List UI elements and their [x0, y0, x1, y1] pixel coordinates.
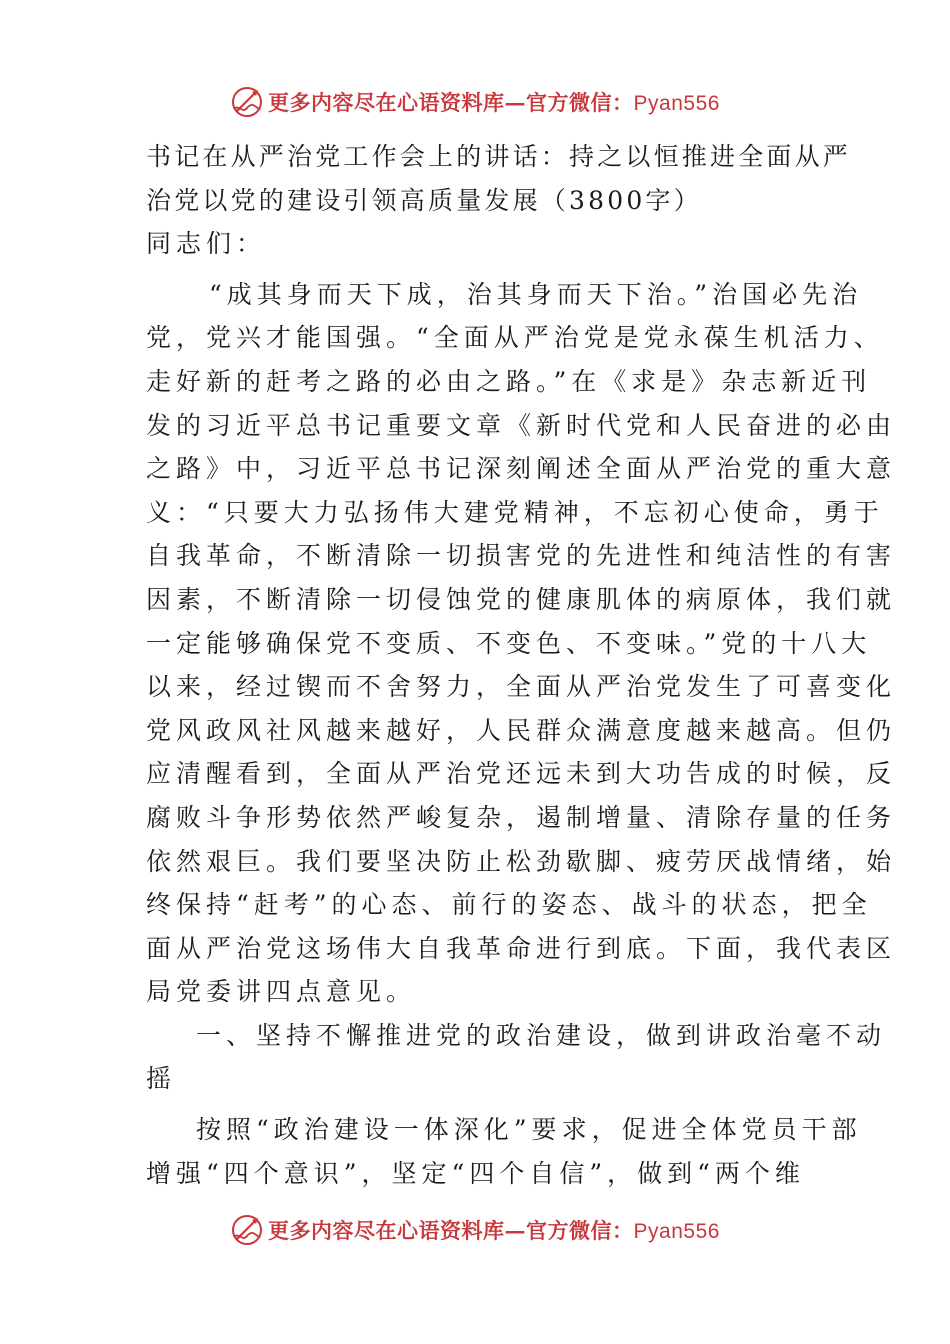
paragraph-line: 应清醒看到，全面从严治党还远未到大功告成的时候，反	[146, 759, 897, 789]
heading-line: 摇	[146, 1064, 177, 1094]
section-1-heading	[146, 1014, 887, 1101]
paragraph-line: 以来，经过锲而不舍努力，全面从严治党发生了可喜变化	[146, 672, 897, 702]
paragraph-line: 腐败斗争形势依然严峻复杂，遏制增量、清除存量的任务	[146, 802, 897, 832]
paragraph-line: 自我革命，不断清除一切损害党的先进性和纯洁性的有害	[146, 541, 897, 571]
paragraph-2	[146, 1108, 862, 1195]
paragraph-line: 义：“只要大力弘扬伟大建党精神，不忘初心使命，勇于	[146, 497, 884, 527]
paragraph-line: 走好新的赶考之路的必由之路。”在《求是》杂志新近刊	[146, 366, 872, 396]
document-body	[146, 135, 897, 1195]
paragraph-line: 局党委讲四点意见。	[146, 977, 417, 1007]
pen-signature-logo-icon	[230, 85, 264, 119]
wechat-id: Pyan556	[633, 1220, 720, 1243]
watermark-text: 更多内容尽在心语资料库—官方微信：Pyan556	[268, 90, 720, 115]
paragraph-line: 一定能够确保党不变质、不变色、不变味。”党的十八大	[146, 628, 872, 658]
paragraph-line: 增强“四个意识”，坚定“四个自信”，做到“两个维	[146, 1158, 805, 1188]
document-title-line-1: 书记在从严治党工作会上的讲话：持之以恒推进全面从严	[146, 142, 852, 171]
watermark-banner-bottom	[0, 1208, 950, 1252]
paragraph-line: 因素，不断清除一切侵蚀党的健康肌体的病原体，我们就	[146, 584, 897, 614]
heading-line: 一、坚持不懈推进党的政治建设，做到讲政治毫不动	[196, 1020, 887, 1050]
paragraph-1	[146, 273, 897, 1014]
paragraph-line: 面从严治党这场伟大自我革命进行到底。下面，我代表区	[146, 933, 897, 963]
paragraph-line: 终保持“赶考”的心态、前行的姿态、战斗的状态，把全	[146, 890, 872, 920]
paragraph-line: 依然艰巨。我们要坚决防止松劲歇脚、疲劳厌战情绪，始	[146, 846, 897, 876]
paragraph-line: 按照“政治建设一体深化”要求，促进全体党员干部	[196, 1115, 862, 1145]
paragraph-line: “成其身而天下成，治其身而天下治。”治国必先治	[209, 279, 863, 309]
wechat-id: Pyan556	[633, 92, 720, 115]
watermark-text: 更多内容尽在心语资料库—官方微信：Pyan556	[268, 1218, 720, 1243]
watermark-banner-top	[0, 80, 950, 124]
salutation: 同志们：	[146, 229, 267, 259]
pen-signature-logo-icon	[230, 1213, 264, 1247]
paragraph-line: 党，党兴才能国强。“全面从严治党是党永葆生机活力、	[146, 323, 884, 353]
document-title-line-2: 治党以党的建设引领高质量发展（3800字）	[146, 185, 702, 215]
paragraph-line: 之路》中，习近平总书记深刻阐述全面从严治党的重大意	[146, 454, 897, 484]
paragraph-line: 党风政风社风越来越好，人民群众满意度越来越高。但仍	[146, 715, 897, 745]
paragraph-line: 发的习近平总书记重要文章《新时代党和人民奋进的必由	[146, 410, 897, 440]
